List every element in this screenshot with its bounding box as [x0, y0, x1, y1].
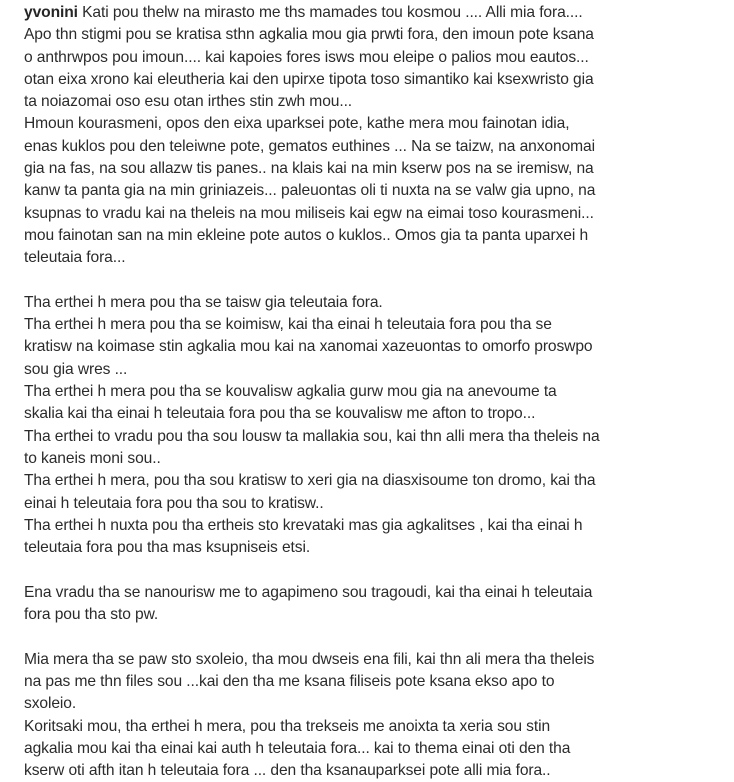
blank-line: [24, 559, 724, 581]
comment-line: agkalia mou kai tha einai kai auth h teleutaia fora... kai to thema einai oti den tha: [24, 739, 571, 757]
comment-line: einai h teleutaia fora pou tha sou to kratisw..: [24, 494, 324, 512]
comment-line: Tha erthei h mera, pou tha sou kratisw to xeri gia na diasxisoume ton dromo, kai tha: [24, 472, 596, 490]
comment-line: otan eixa xrono kai eleutheria kai den upirxe tipota toso simantiko kai ksexwristo gia: [24, 70, 594, 88]
comment-line: kanw ta panta gia na min griniazeis... paleuontas oli ti nuxta na se valw gia upno, na: [24, 182, 596, 200]
comment-line: Ena vradu tha se nanourisw me to agapimeno sou tragoudi, kai tha einai h teleutaia: [24, 583, 593, 601]
comment-line: teleutaia fora pou tha mas ksupniseis etsi.: [24, 539, 311, 557]
comment-line: o anthrwpos pou imoun.... kai kapoies fores isws mou eleipe o palios mou eautos...: [24, 48, 589, 66]
comment-line: Hmoun kourasmeni, opos den eixa uparksei pote, kathe mera mou fainotan idia,: [24, 115, 570, 133]
comment-line: kratisw na koimase stin agkalia mou kai na xanomai xazeuontas to omorfo proswpo: [24, 338, 593, 356]
blank-line: [24, 270, 724, 292]
comment-line: to kaneis moni sou..: [24, 449, 161, 467]
comment-line: ksupnas to vradu kai na theleis na mou miliseis kai egw na eimai toso kourasmeni...: [24, 204, 594, 222]
comment-line: Tha erthei h mera pou tha se koimisw, kai tha einai h teleutaia fora pou tha se: [24, 316, 552, 334]
comment-line: Tha erthei to vradu pou tha sou lousw ta mallakia sou, kai thn alli mera tha theleis na: [24, 427, 600, 445]
comment-line: Tha erthei h nuxta pou tha ertheis sto krevataki mas gia agkalitses , kai tha einai h: [24, 516, 583, 534]
comment-line: sou gia wres ...: [24, 360, 128, 378]
comment-body: [24, 2, 724, 782]
comment-line: teleutaia fora...: [24, 249, 126, 267]
comment-line: enas kuklos pou den teleiwne pote, gematos euthines ... Na se taizw, na anxonomai: [24, 137, 595, 155]
comment-line: Tha erthei h mera pou tha se kouvalisw agkalia gurw mou gia na anevoume ta: [24, 383, 557, 401]
username-link[interactable]: yvonini: [24, 4, 78, 21]
comment-line: fora pou tha sto pw.: [24, 606, 159, 624]
comment-line: gia na fas, na sou allazw tis panes.. na klais kai na min kserw pos na se iremisw, na: [24, 160, 594, 178]
comment-line: Apo thn stigmi pou se kratisa sthn agkalia mou gia prwti fora, den imoun pote ksana: [24, 26, 594, 44]
comment-line: Mia mera tha se paw sto sxoleio, tha mou dwseis ena fili, kai thn ali mera tha theleis: [24, 650, 595, 668]
comment-line-first: [24, 2, 724, 24]
comment-text: Kati pou thelw na mirasto me ths mamades tou kosmou .... Alli mia fora....: [77, 4, 583, 21]
comment-line: kserw oti afth itan h teleutaia fora ... den tha ksanauparksei pote alli mia fora..: [24, 762, 551, 780]
comment-line: skalia kai tha einai h teleutaia fora pou tha se kouvalisw me afton to tropo...: [24, 405, 536, 423]
comment-line: mou fainotan san na min ekleine pote autos o kuklos.. Omos gia ta panta uparxei h: [24, 226, 589, 244]
comment-line: Koritsaki mou, tha erthei h mera, pou tha trekseis me anoixta ta xeria sou stin: [24, 717, 551, 735]
blank-line: [24, 626, 724, 648]
comment-line: sxoleio.: [24, 695, 77, 713]
comment-line: Tha erthei h mera pou tha se taisw gia teleutaia fora.: [24, 293, 383, 311]
comment-line: na pas me thn files sou ...kai den tha me ksana filiseis pote ksana ekso apo to: [24, 672, 555, 690]
comment-line: ta noiazomai oso esu otan irthes stin zwh mou...: [24, 93, 353, 111]
